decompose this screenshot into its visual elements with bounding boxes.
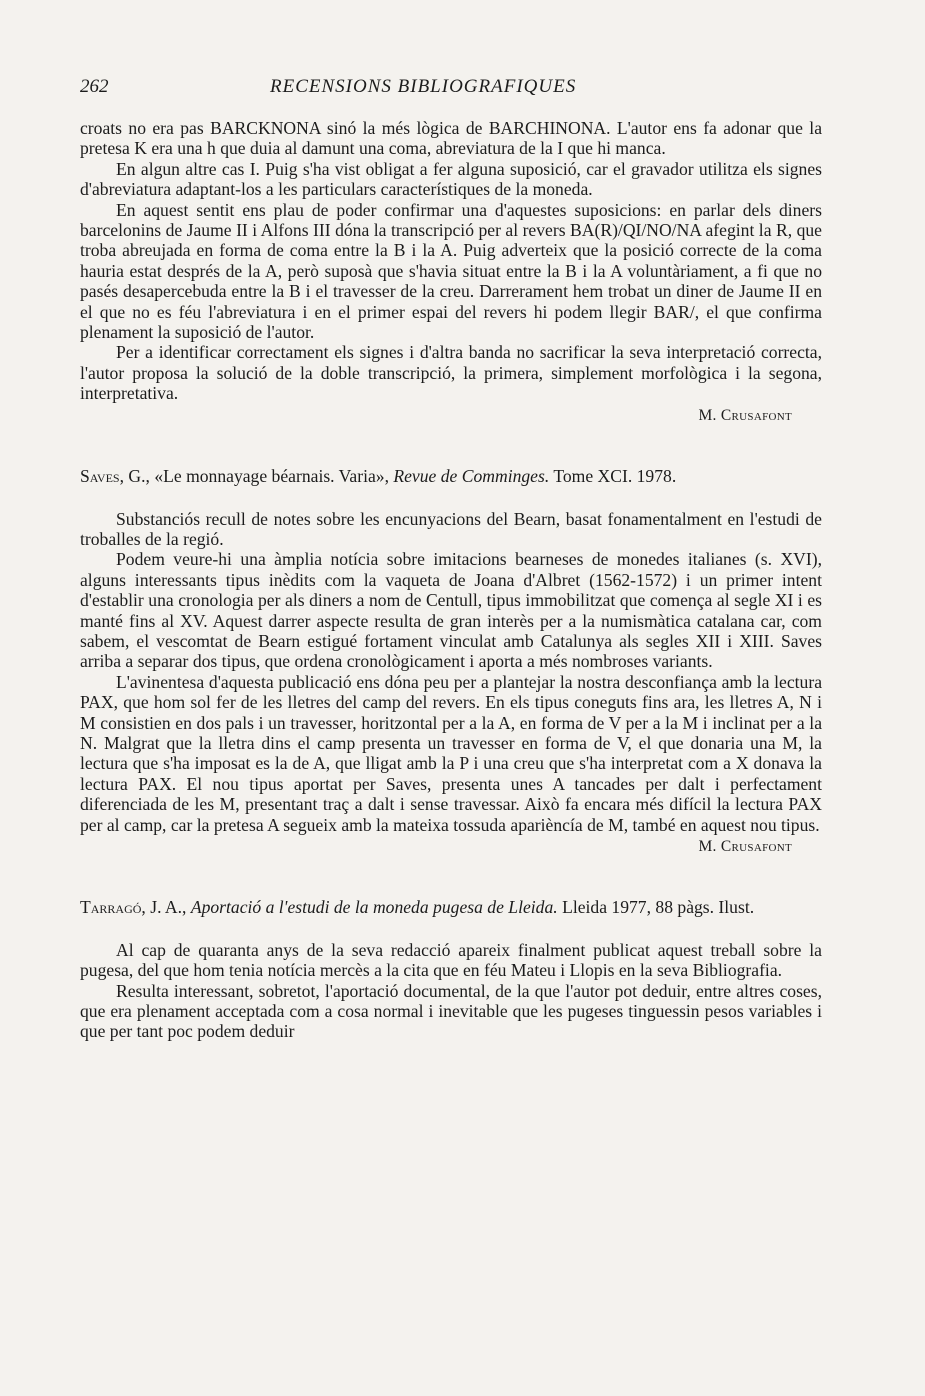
review3-paragraph: Al cap de quaranta anys de la seva redacció apareix finalment publicat aquest treball sobre la pugesa, del que hom tenia notícia mercès a la cita que en féu Mateu i Llopis en la seva Bibliografia. — [80, 939, 822, 981]
signature-initial: M. — [698, 406, 717, 424]
review2-paragraph: L'avinentesa d'aquesta publicació ens dóna peu per a plantejar la nostra desconfiança amb la lectura PAX, que hom sol fer de les lletres del camp del revers. En els tipus coneguts fins ara, les lletres A, N i M consistien en dos pals i un travesser, horitzontal per a la A, en forma de V per a la M i inclinat per a la N. Malgrat que la lletra dins el camp presenta un travesser en forma de V, el que donaria una M, la lectura que s'ha imposat es la de A, que lligat amb la P i una creu que s'ha interpretat com a X donava la lectura PAX. El nou tipus aportat per Saves, presenta unes A tancades per dalt i perfectament diferenciada de les M, presentant traç a dalt i sense travessar. Això fa encara més difícil la lectura PAX per al camp, car la pretesa A segueix amb la mateixa tossuda aparièncía de M, també en aquest nou tipus. — [80, 671, 822, 835]
review2-signature — [80, 837, 792, 857]
page-header — [0, 76, 925, 106]
review2-paragraph: Substanciós recull de notes sobre les encunyacions del Bearn, basat fonamentalment en l'estudi de troballes de la regió. — [80, 508, 822, 549]
page-body — [80, 118, 822, 1042]
review2-title: «Le monnayage béarnais. Varia», — [154, 466, 389, 487]
signature-name: Crusafont — [720, 838, 792, 855]
review1-paragraph: En algun altre cas I. Puig s'ha vist obligat a fer alguna suposició, car el gravador utilitza els signes d'abreviatura adaptant-los a les particulars característiques de la moneda. — [80, 158, 822, 200]
signature-initial: M. — [698, 838, 717, 855]
review3-author-initial: J. A., — [150, 897, 187, 918]
running-title: RECENSIONS BIBLIOGRAFIQUES — [270, 76, 577, 97]
review3-paragraph: Resulta interessant, sobretot, l'aportació documental, de la que l'autor pot deduir, entre altres coses, que era plenament acceptada com a cosa normal i inevitable que les pugeses tinguessin pesos variables i que per tant poc podem deduir — [80, 980, 822, 1042]
review1-paragraph: En aquest sentit ens plau de poder confirmar una d'aquestes suposicions: en parlar dels diners barcelonins de Jaume II i Alfons III dóna la transcripció per al revers BA(R)/QI/NO/NA afegint la R, que troba abreujada en forma de coma entre la B i la A. Puig adverteix que la posició correcte de la coma hauria estat després de la A, però suposà que s'havia situat entre la B i la A voluntàriament, a fi que no pasés desapercebuda entre la B i el travesser de la creu. Darrerament hem trobat un diner de Jaume II en el que no es féu l'abreviatura i en el primer espai del revers hi podem llegir BAR/, el que confirma plenament la suposició de l'autor. — [80, 199, 822, 343]
review3-details: Lleida 1977, 88 pàgs. Ilust. — [562, 897, 755, 918]
review1-signature — [80, 406, 792, 426]
review2-author: Saves, — [80, 466, 124, 487]
review2-heading — [80, 466, 822, 486]
review2-author-initial: G., — [128, 466, 150, 487]
review2-journal: Revue de Comminges. — [393, 466, 550, 487]
review2-details: Tome XCI. 1978. — [553, 466, 677, 487]
review2-paragraph: Podem veure-hi una àmplia notícia sobre imitacions bearneses de monedes italianes (s. XVI), alguns interessants tipus inèdits com la vaqueta de Joana d'Albret (1562-1572) i un primer intent d'establir una cronologia per als diners a nom de Centull, tipus immobilitzat que comença al segle XI i es manté fins al XV. Aquest darrer aspecte resulta de gran interès per a la numismàtica catalana car, com sabem, el vescomtat de Bearn estigué fortament vinculat amb Catalunya als segles XII i XIII. Saves arriba a separar dos tipus, que ordena cronològicament i aporta a més nombroses variants. — [80, 549, 822, 672]
signature-name: Crusafont — [720, 406, 792, 424]
review1-paragraph: croats no era pas BARCKNONA sinó la més lògica de BARCHINONA. L'autor ens fa adonar que la pretesa K era una h que duia al damunt una coma, abreviatura de la I que hi manca. — [80, 118, 822, 159]
review1-paragraph: Per a identificar correctament els signes i d'altra banda no sacrificar la seva interpretació correcta, l'autor proposa la solució de la doble transcripció, la primera, simplement morfològica i la segona, interpretativa. — [80, 342, 822, 404]
review3-author: Tarragó, — [80, 897, 146, 918]
review3-title: Aportació a l'estudi de la moneda pugesa de Lleida. — [190, 897, 558, 918]
review3-heading — [80, 897, 822, 917]
page-number: 262 — [80, 76, 109, 97]
